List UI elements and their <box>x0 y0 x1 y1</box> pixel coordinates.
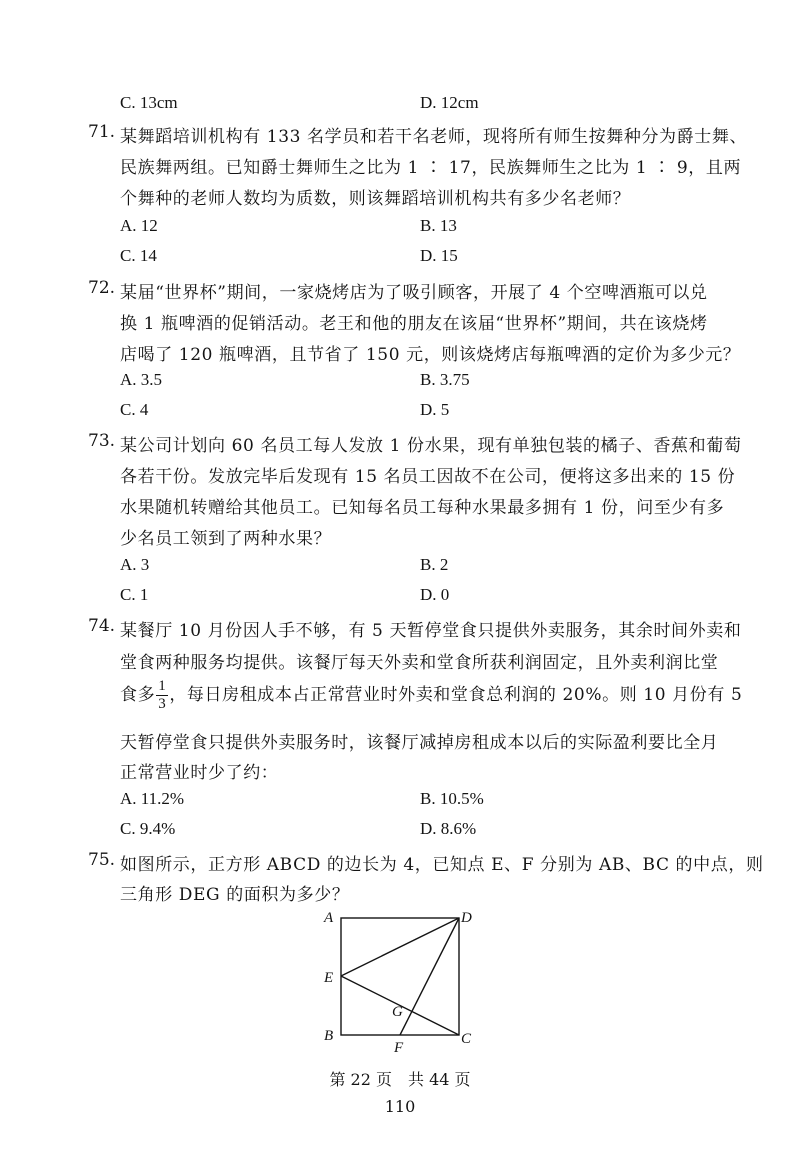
question-text-line: 个舞种的老师人数均为质数，则该舞蹈培训机构共有多少名老师？ <box>120 189 631 209</box>
option-a: A. 3.5 <box>120 370 163 389</box>
option-c: C. 14 <box>120 246 157 265</box>
question-text-line: 水果随机转赠给其他员工。已知每名员工每种水果最多拥有 1 份，问至少有多 <box>120 498 725 518</box>
label-g: G <box>392 1004 403 1020</box>
label-a: A <box>324 910 334 926</box>
option-d: D. 8.6% <box>420 819 477 838</box>
option-d: D. 15 <box>420 246 458 265</box>
option-b: B. 13 <box>420 216 457 235</box>
option-b: B. 3.75 <box>420 370 470 389</box>
segment-fd <box>400 918 459 1035</box>
question-text-line: 少名员工领到了两种水果？ <box>120 529 332 549</box>
segment-ed <box>341 918 459 976</box>
question-text-line: 天暂停堂食只提供外卖服务时，该餐厅减掉房租成本以后的实际盈利要比全月 <box>120 733 719 753</box>
question-text-line: 民族舞两组。已知爵士舞师生之比为 1 ∶ 17，民族舞师生之比为 1 ∶ 9，且两 <box>120 158 742 178</box>
question-text-line: 某餐厅 10 月份因人手不够，有 5 天暂停堂食只提供外卖服务，其余时间外卖和 <box>120 621 742 641</box>
label-c: C <box>461 1031 472 1047</box>
question-text-line-fraction <box>120 676 742 714</box>
fraction-denominator: 3 <box>158 696 167 712</box>
option-a: A. 11.2% <box>120 789 185 808</box>
option-b: B. 2 <box>420 555 449 574</box>
question-number: 74. <box>88 616 116 636</box>
option-c: C. 9.4% <box>120 819 176 838</box>
page-info: 第 22 页 共 44 页 <box>329 1070 471 1089</box>
question-text-line: 堂食两种服务均提供。该餐厅每天外卖和堂食所获利润固定，且外卖利润比堂 <box>120 653 719 673</box>
fraction-suffix: ，每日房租成本占正常营业时外卖和堂食总利润的 20%。则 10 月份有 5 <box>169 685 743 705</box>
label-b: B <box>324 1028 334 1044</box>
question-text-line: 正常营业时少了约： <box>120 763 279 783</box>
page-number: 110 <box>384 1097 416 1116</box>
question-text-line: 三角形 DEG 的面积为多少？ <box>120 885 350 905</box>
option-d: D. 0 <box>420 585 450 604</box>
option-c: C. 1 <box>120 585 149 604</box>
question-number: 72. <box>88 278 116 298</box>
question-text-line: 某届“世界杯”期间，一家烧烤店为了吸引顾客，开展了 4 个空啤酒瓶可以兑 <box>120 283 708 303</box>
question-text-line: 某舞蹈培训机构有 133 名学员和若干名老师，现将所有师生按舞种分为爵士舞、 <box>120 127 748 147</box>
label-f: F <box>394 1040 404 1056</box>
question-number: 75. <box>88 850 116 870</box>
question-text-line: 店喝了 120 瓶啤酒，且节省了 150 元，则该烧烤店每瓶啤酒的定价为多少元？ <box>120 345 741 365</box>
fraction-numerator: 1 <box>158 678 167 694</box>
question-text-line: 各若干份。发放完毕后发现有 15 名员工因故不在公司，便将这多出来的 15 份 <box>120 467 736 487</box>
label-d: D <box>461 910 472 926</box>
option-d: D. 5 <box>420 400 450 419</box>
option-c: C. 4 <box>120 400 149 419</box>
square-abcd-figure <box>316 906 486 1058</box>
question-text-line: 某公司计划向 60 名员工每人发放 1 份水果，现有单独包装的橘子、香蕉和葡萄 <box>120 436 742 456</box>
question-text-line: 如图所示，正方形 ABCD 的边长为 4，已知点 E、F 分别为 AB、BC 的中点，则 <box>120 855 764 875</box>
fraction-prefix: 食多 <box>120 685 156 705</box>
fraction <box>156 679 168 712</box>
question-text-line: 换 1 瓶啤酒的促销活动。老王和他的朋友在该届“世界杯”期间，共在该烧烤 <box>120 314 708 334</box>
option-c: C. 13cm <box>120 93 178 112</box>
option-a: A. 3 <box>120 555 150 574</box>
option-b: B. 10.5% <box>420 789 484 808</box>
question-number: 73. <box>88 431 116 451</box>
question-number: 71. <box>88 122 116 142</box>
label-e: E <box>324 970 334 986</box>
option-d: D. 12cm <box>420 93 479 112</box>
option-a: A. 12 <box>120 216 158 235</box>
